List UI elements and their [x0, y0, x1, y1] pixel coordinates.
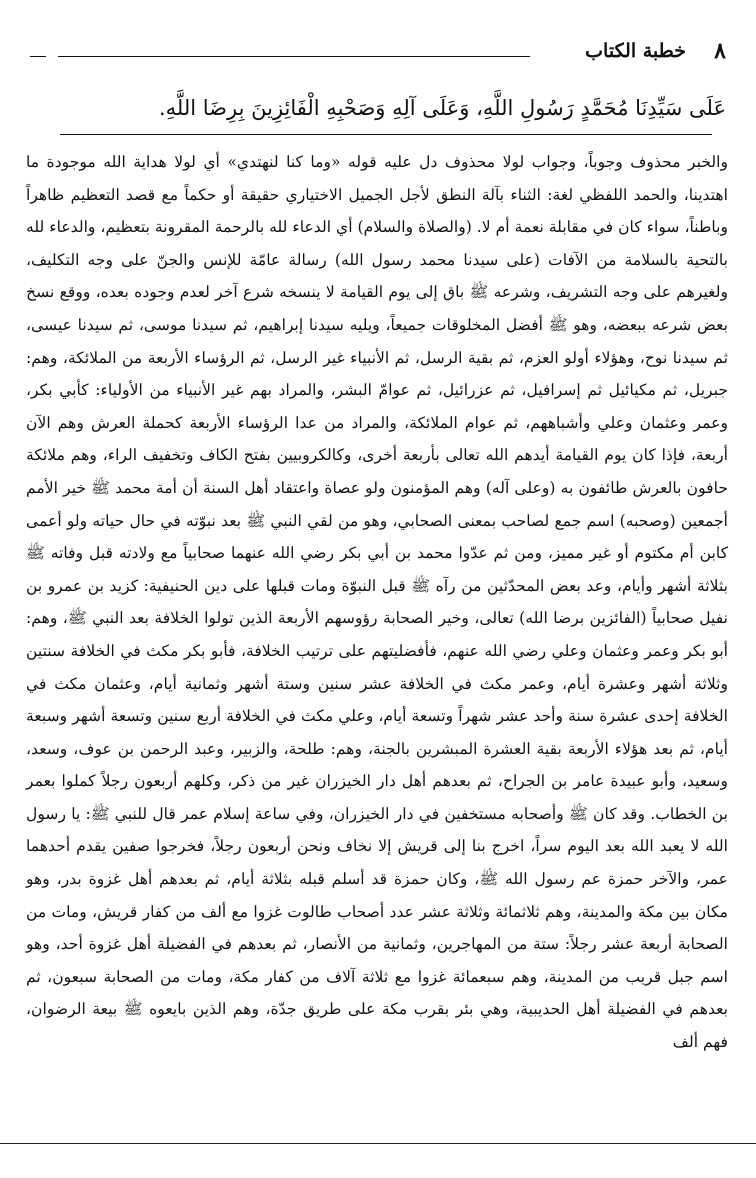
running-title: خطبة الكتاب — [585, 40, 686, 62]
footer-rule — [0, 1143, 756, 1144]
page-header — [30, 38, 726, 68]
main-text: عَلَى سَيِّدِنَا مُحَمَّدٍ رَسُولِ اللَّهِ، وَعَلَى آلِهِ وَصَحْبِهِ الْفَائِزِينَ بِرِضَا اللَّهِ. — [158, 96, 726, 120]
commentary-paragraph: والخبر محذوف وجوباً، وجواب لولا محذوف دل عليه قوله «وما كنا لنهتدي» أي لولا هداية الله موجودة ما اهتدينا، والحمد اللفظي لغة: الثناء بآلة النطق لأجل الجميل الاختياري حقيقة أو حكماً مع قصد التعظيم ظاهراً وباطناً، سواء كان في مقابلة نعمة أم لا. (والصلاة والسلام) أي الدعاء لله بالرحمة المقرونة بتعظيم، والدعاء لله بالتحية بالسلامة من الآفات (على سيدنا محمد رسول الله) رسالة عامّة للإنس والجنّ على وجه التكليف، ولغيرهم على وجه التشريف، وشرعه ﷺ باق إلى يوم القيامة لا ينسخه شرع آخر لعدم وجوده بعده، ووقع نسخ بعض شرعه ببعضه، وهو ﷺ أفضل المخلوقات جميعاً، ويليه سيدنا إبراهيم، ثم سيدنا موسى، ثم سيدنا عيسى، ثم سيدنا نوح، وهؤلاء أولو العزم، ثم بقية الرسل، ثم الأنبياء غير الرسل، ثم الرؤساء الأربعة من الملائكة، وهم: جبريل، ثم مكيائيل ثم إسرافيل، ثم عزرائيل، ثم عوامّ البشر، والمراد بهم غير الأنبياء من الأولياء: كأبي بكر، وعمر وعثمان وعلي وأشباههم، ثم عوام الملائكة، والمراد من عدا الرؤساء الأربعة كحملة العرش وهم الآن أربعة، فإذا كان يوم القيامة أيدهم الله تعالى بأربعة أخرى، وكالكروبيين بفتح الكاف وتخفيف الراء، وهم ملائكة حافون بالعرش طائفون به (وعلى آله) وهم المؤمنون ولو عصاة واعتقاد أهل السنة أن أمة محمد ﷺ خير الأمم أجمعين (وصحبه) اسم جمع لصاحب بمعنى الصحابي، وهو من لقي النبي ﷺ بعد نبوّته في حال حياته ولو أعمى كابن أم مكتوم أو غير مميز، ومن ثم عدّوا محمد بن أبي بكر رضي الله عنهما صحابياً مع ولادته قبل وفاته ﷺ بثلاثة أشهر وأيام، وعد بعض المحدّثين من رآه ﷺ قبل النبوّة ومات قبلها على دين الحنيفية: كزيد بن عمرو بن نفيل صحابياً (الفائزين برضا الله) تعالى، وخير الصحابة رؤوسهم الأربعة الذين تولوا الخلافة بعد النبي ﷺ، وهم: أبو بكر وعمر وعثمان وعلي رضي الله عنهم، فأفضليتهم على ترتيب الخلافة، فأبو بكر مكث في الخلافة سنتين وثلاثة أشهر وعشرة أيام، وعمر مكث في الخلافة عشر سنين وستة أشهر وثمانية أيام، وعثمان مكث في الخلافة إحدى عشرة سنة وأحد عشر شهراً وتسعة أيام، وعلي مكث في الخلافة أربع سنين وتسعة أشهر وسبعة أيام، ثم بعد هؤلاء الأربعة بقية العشرة المبشرين بالجنة، وهم: طلحة، والزبير، وعبد الرحمن بن عوف، وسعد، وسعيد، وأبو عبيدة عامر بن الجراح، ثم بعدهم أهل دار الخيزران غير من ذكر، وكلهم أربعون رجلاً كملوا بعمر بن الخطاب. وقد كان ﷺ وأصحابه مستخفين في دار الخيزران، وفي ساعة إسلام عمر قال للنبي ﷺ: يا رسول الله لا يعبد الله بعد اليوم سراً، اخرج بنا إلى قريش إلا نخاف ونحن أربعون رجلاً، فخرجوا صفين يقدم أحدهما عمر، والآخر حمزة عم رسول الله ﷺ، وكان حمزة قد أسلم قبله بثلاثة أيام، ثم بعدهم أهل غزوة بدر، وهو مكان بين مكة والمدينة، وهم ثلاثمائة وثلاثة عشر عدد أصحاب طالوت غزوا مع ألف من كفار قريش، ومات من الصحابة أربعة عشر رجلاً: ستة من المهاجرين، وثمانية من الأنصار، ثم بعدهم في الفضيلة أهل غزوة أحد، وهو اسم جبل قريب من المدينة، وهم سبعمائة غزوا مع ثلاثة آلاف من كفار مكة، ومات من الصحابة سبعون، ثم بعدهم في الفضيلة أهل الحديبية، وهي بئر بقرب مكة على طريق جدّة، وهم الذين بايعوه ﷺ بيعة الرضوان، فهم ألف — [26, 153, 728, 1052]
page-number: ٨ — [714, 38, 726, 64]
commentary — [26, 146, 728, 1059]
section-divider — [60, 134, 712, 135]
header-rule — [58, 56, 530, 57]
header-dash — [30, 56, 46, 57]
